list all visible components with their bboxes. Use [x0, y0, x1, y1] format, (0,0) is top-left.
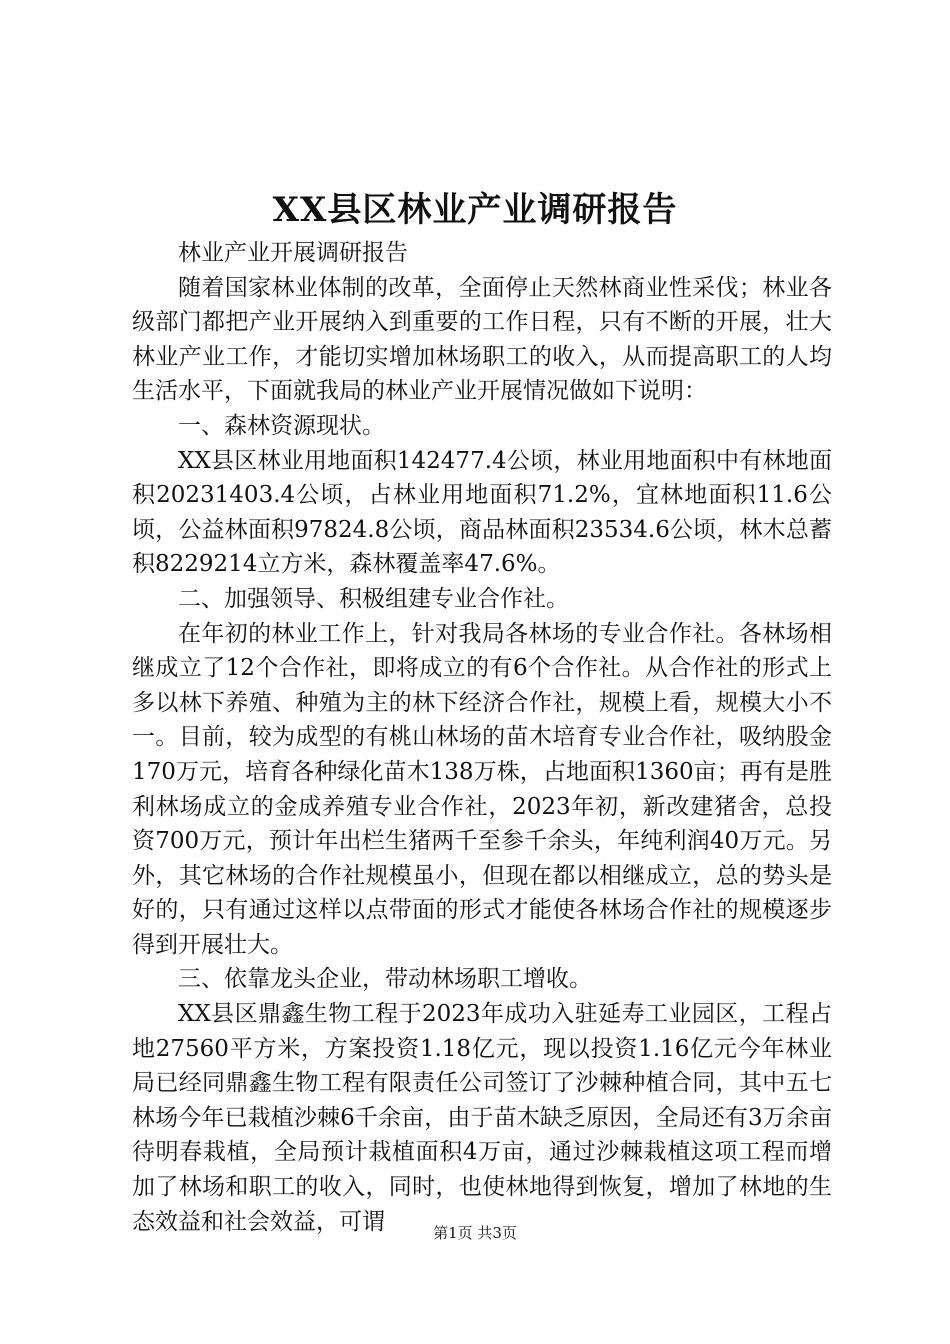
forest-resources-paragraph: XX县区林业用地面积142477.4公顷，林业用地面积中有林地面积20231403.4公顷，占林业用地面积71.2%，宜林地面积11.6公顷，公益林面积97824.8公顷，商品林面积23534.6公顷，林木总蓄积8229214立方米，森林覆盖率47.6%。 — [132, 447, 832, 578]
enterprise-paragraph: XX县区鼎鑫生物工程于2023年成功入驻延寿工业园区，工程占地27560平方米，方案投资1.18亿元，现以投资1.16亿元今年林业局已经同鼎鑫生物工程有限责任公司签订了沙棘种植合同，其中五七林场今年已栽植沙棘6千余亩，由于苗木缺乏原因，全局还有3万余亩待明春栽植，全局预计栽植面积4万亩，通过沙棘栽植这项工程而增加了林场和职工的收入，同时，也使林地得到恢复，增加了林地的生态效益和社会效益，可谓 — [132, 1001, 832, 1235]
subtitle-paragraph: 林业产业开展调研报告 — [178, 240, 408, 266]
document-title: XX县区林业产业调研报告 — [272, 190, 678, 230]
cooperatives-paragraph: 在年初的林业工作上，针对我局各林场的专业合作社。各林场相继成立了12个合作社，即将成立的有6个合作社。从合作社的形式上多以林下养殖、种殖为主的林下经济合作社，规模上看，规模大小不一。目前，较为成型的有桃山林场的苗木培育专业合作社，吸纳股金170万元，培育各种绿化苗木138万株，占地面积1360亩；再有是胜利林场成立的金成养殖专业合作社，2023年初，新改建猪舍，总投资700万元，预计年出栏生猪两千至参千余头，年纯利润40万元。另外，其它林场的合作社规模虽小，但现在都以相继成立，总的势头是好的，只有通过这样以点带面的形式才能使各林场合作社的规模逐步得到开展壮大。 — [132, 620, 832, 958]
intro-paragraph: 随着国家林业体制的改革，全面停止天然林商业性采伐；林业各级部门都把产业开展纳入到重要的工作日程，只有不断的开展，壮大林业产业工作，才能切实增加林场职工的收入，从而提高职工的人均生活水平，下面就我局的林业产业开展情况做如下说明： — [132, 274, 832, 405]
section-heading-1: 一、森林资源现状。 — [178, 412, 385, 439]
page-number-footer: 第1页 共3页 — [433, 1224, 517, 1242]
section-heading-3: 三、依靠龙头企业，带动林场职工增收。 — [178, 966, 592, 993]
document-body — [132, 236, 832, 1239]
section-heading-2: 二、加强领导、积极组建专业合作社。 — [178, 585, 569, 612]
